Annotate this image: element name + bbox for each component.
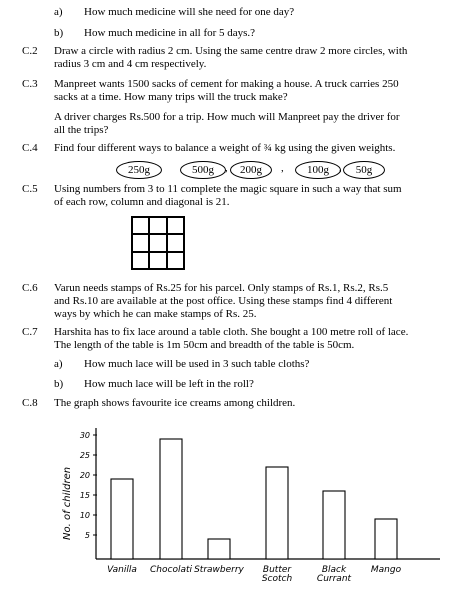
y-axis-label: No. of children (62, 466, 73, 540)
weight-oval: 100g (295, 161, 341, 179)
question-text: of each row, column and diagonal is 21. (54, 196, 230, 208)
question-text: A driver charges Rs.500 for a trip. How much will Manpreet pay the driver for (54, 111, 400, 123)
x-category-label: Scotch (261, 574, 293, 584)
question-text: The graph shows favourite ice creams among children. (54, 397, 296, 409)
y-tick-label: 15 (79, 491, 90, 500)
x-category-label: Butter (262, 565, 292, 575)
question-number: C.7 (22, 326, 38, 338)
bar (266, 467, 288, 559)
bar (111, 479, 133, 559)
question-text: radius 3 cm and 4 cm respectively. (54, 58, 207, 70)
question-number: C.2 (22, 45, 38, 57)
question-part-label: b) (54, 378, 64, 390)
question-number: C.4 (22, 142, 38, 154)
question-part-label: a) (54, 6, 63, 18)
question-text: How much lace will be used in 3 such table cloths? (84, 358, 310, 370)
x-category-label: Black (321, 565, 347, 575)
x-category-label: Mango (370, 565, 402, 575)
bar (375, 519, 397, 559)
question-text: Using numbers from 3 to 11 complete the magic square in such a way that sum (54, 183, 402, 195)
y-tick-label: 20 (79, 471, 90, 480)
question-text: Harshita has to fix lace around a table cloth. She bought a 100 metre roll of lace. (54, 326, 409, 338)
question-part-label: a) (54, 358, 63, 370)
weight-oval: 250g (116, 161, 162, 179)
question-text: Draw a circle with radius 2 cm. Using the same centre draw 2 more circles, with (54, 45, 408, 57)
question-text: How much medicine will she need for one day? (84, 6, 295, 18)
question-number: C.3 (22, 78, 38, 90)
separator: , (281, 162, 284, 174)
question-part-label: b) (54, 27, 64, 39)
question-text: Find four different ways to balance a weight of ¾ kg using the given weights. (54, 142, 396, 154)
x-category-label: Currant (316, 574, 352, 584)
bar (160, 439, 182, 559)
question-text: The length of the table is 1m 50cm and breadth of the table is 50cm. (54, 339, 355, 351)
question-number: C.8 (22, 397, 38, 409)
y-tick-label: 30 (79, 431, 90, 440)
x-category-label: Chocolati (150, 565, 192, 575)
y-tick-label: 5 (84, 531, 90, 540)
bar (208, 539, 230, 559)
question-text: sacks at a time. How many trips will the truck make? (54, 91, 288, 103)
weight-oval: 500g (180, 161, 226, 179)
bar (323, 491, 345, 559)
question-text: all the trips? (54, 124, 109, 136)
question-text: ways by which he can make stamps of Rs. 25. (54, 308, 257, 320)
separator: , (339, 162, 342, 174)
x-category-label: Vanilla (107, 565, 137, 575)
question-text: How much medicine in all for 5 days.? (84, 27, 256, 39)
question-text: and Rs.10 are available at the post office. Using these stamps find 4 different (54, 295, 393, 307)
y-tick-label: 10 (79, 511, 90, 520)
question-number: C.5 (22, 183, 38, 195)
question-text: Varun needs stamps of Rs.25 for his parcel. Only stamps of Rs.1, Rs.2, Rs.5 (54, 282, 389, 294)
weight-oval: 200g (230, 161, 272, 179)
question-text: Manpreet wants 1500 sacks of cement for making a house. A truck carries 250 (54, 78, 399, 90)
question-number: C.6 (22, 282, 38, 294)
x-category-label: Strawberry (194, 565, 244, 575)
y-tick-label: 25 (79, 451, 90, 460)
question-text: How much lace will be left in the roll? (84, 378, 254, 390)
separator: , (225, 162, 228, 174)
weight-oval: 50g (343, 161, 385, 179)
